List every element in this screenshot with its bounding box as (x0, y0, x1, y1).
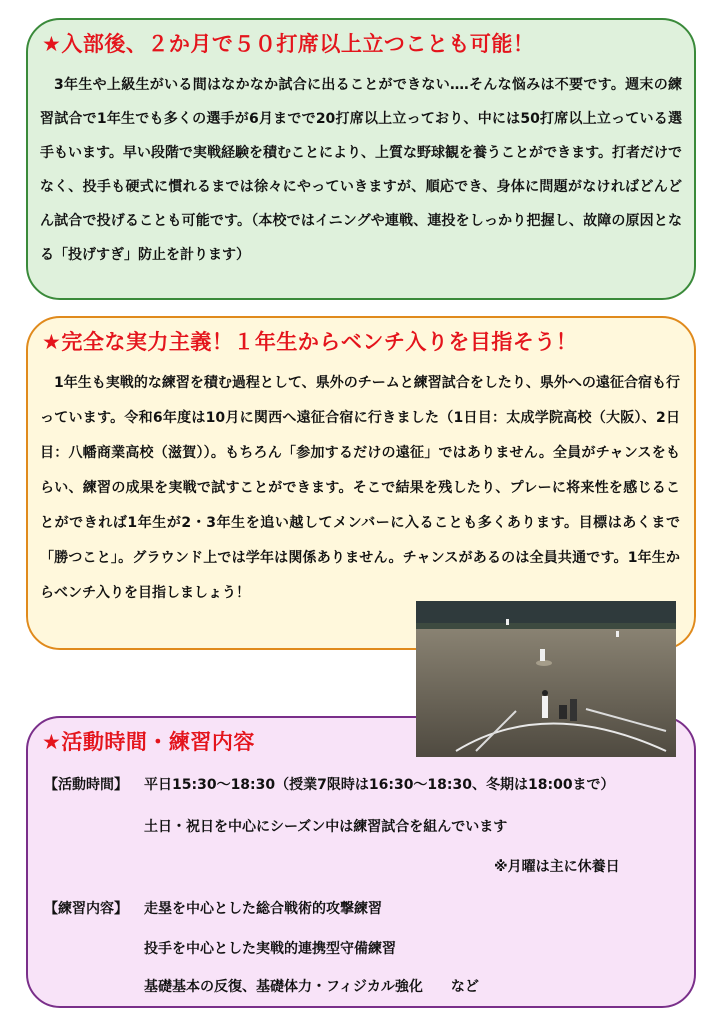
baseball-game-photo (416, 601, 676, 757)
section2-body (40, 366, 680, 611)
section1-heading: ★入部後、２か月で５０打席以上立つことも可能！ (42, 32, 535, 56)
hours-note: ※月曜は主に休養日 (494, 859, 620, 875)
section2-heading: ★完全な実力主義！１年生からベンチ入りを目指そう！ (42, 330, 578, 354)
fielder-figure (506, 619, 509, 625)
section3-heading: ★活動時間・練習内容 (42, 730, 255, 754)
practice-item-2: 投手を中心とした実戦的連携型守備練習 (144, 941, 396, 957)
hours-line-2: 土日・祝日を中心にシーズン中は練習試合を組んでいます (144, 819, 508, 835)
umpire-figure (570, 699, 577, 721)
section-tryouts-at-bats (26, 18, 696, 300)
pitcher-figure (540, 649, 545, 661)
outfield-fence (416, 623, 676, 629)
practice-item-1: 走塁を中心とした総合戦術的攻撃練習 (144, 901, 382, 917)
section1-body (40, 68, 682, 272)
section-schedule (26, 716, 696, 1008)
batter-figure (542, 696, 548, 718)
catcher-figure (559, 705, 567, 719)
hours-line-1: 平日15:30～18:30（授業7限時は16:30～18:30、冬期は18:00まで） (144, 777, 615, 793)
section-merit-system (26, 316, 696, 650)
baseball-field-illustration (416, 601, 676, 757)
practice-label: 【練習内容】 (44, 901, 128, 917)
batter-helmet (542, 690, 548, 696)
fielder-figure (616, 631, 619, 637)
practice-item-3: 基礎基本の反復、基礎体力・フィジカル強化 など (144, 979, 479, 995)
hours-label: 【活動時間】 (44, 777, 128, 793)
section2-paragraph: 1年生も実戦的な練習を積む過程として、県外のチームと練習試合をしたり、県外への遠征合宿も行っています。令和6年度は10月に関西へ遠征合宿に行きました（1日目：太成学院高校（大阪）、2日目：八幡商業高校（滋賀））。もちろん「参加するだけの遠征」ではありません。全員がチャンスをもらい、練習の成果を実戦で試すことができます。そこで結果を残したり、プレーに将来性を感じることができれば1年生が2・3年生を追い越してメンバーに入ることも多くあります。目標はあくまで「勝つこと」。グラウンド上では学年は関係ありません。チャンスがあるのは全員共通です。1年生からベンチ入りを目指しましょう！ (40, 375, 680, 601)
section1-paragraph: 3年生や上級生がいる間はなかなか試合に出ることができない‥‥そんな悩みは不要です。週末の練習試合で1年生でも多くの選手が6月までで20打席以上立っており、中には50打席以上立っている選手もいます。早い段階で実戦経験を積むことにより、上質な野球観を養うことができます。打者だけでなく、投手も硬式に慣れるまでは徐々にやっていきますが、順応でき、身体に問題がなければどんどん試合で投げることも可能です。（本校ではイニングや連戦、連投をしっかり把握し、故障の原因となる「投げすぎ」防止を計ります） (40, 77, 682, 263)
